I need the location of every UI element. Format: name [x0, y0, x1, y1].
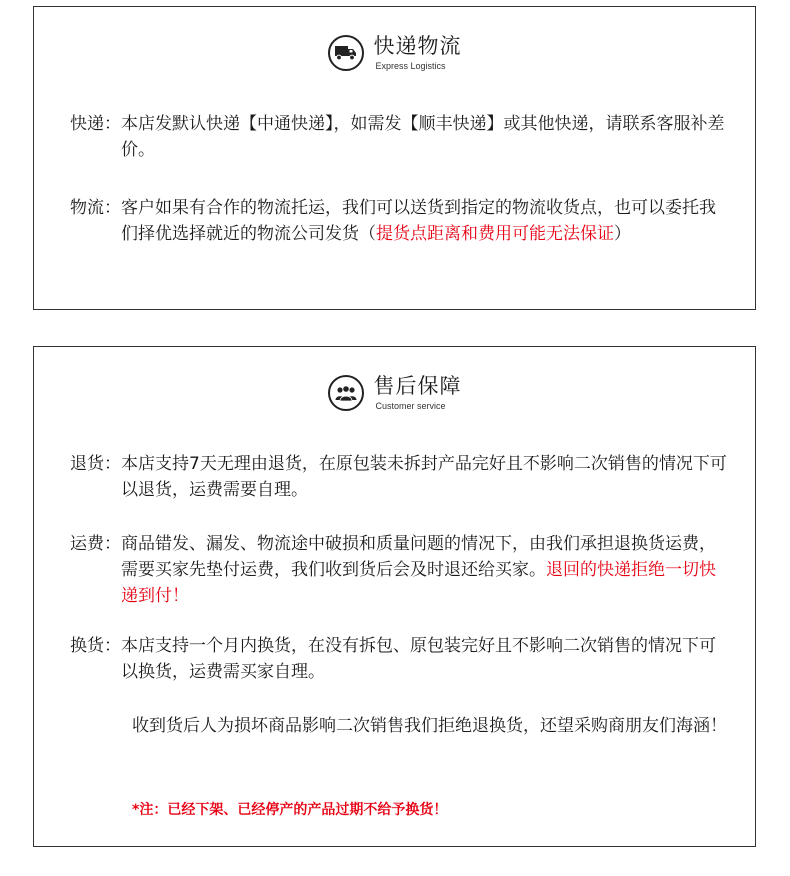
logistics-text: 客户如果有合作的物流托运，我们可以送货到指定的物流收货点，也可以委托我们择优选择就近的物流公司发货（ [121, 198, 716, 244]
returns-entry [70, 451, 730, 503]
express-entry [70, 111, 730, 163]
damage-entry [132, 713, 730, 739]
freight-entry [70, 531, 730, 609]
logistics-highlight: 提货点距离和费用可能无法保证 [376, 224, 614, 244]
exchange-text: 本店支持一个月内换货，在没有拆包、原包装完好且不影响二次销售的情况下可以换货，运费需买家自理。 [121, 636, 716, 682]
aftersales-title: 售后保障 [373, 373, 462, 398]
logistics-tail: ） [614, 224, 631, 244]
express-text: 本店发默认快递【中通快递】，如需发【顺丰快递】或其他快递，请联系客服补差价。 [121, 114, 725, 160]
returns-text: 本店支持7天无理由退货，在原包装未拆封产品完好且不影响二次销售的情况下可以退货，运费需要自理。 [121, 454, 727, 500]
shipping-header [34, 35, 755, 71]
shipping-subtitle: Express Logistics [375, 60, 446, 71]
damage-text: 收到货后人为损坏商品影响二次销售我们拒绝退换货，还望采购商朋友们海涵！ [132, 716, 727, 736]
shipping-title: 快递物流 [373, 33, 462, 58]
truck-icon [328, 35, 364, 71]
aftersales-subtitle: Customer service [375, 400, 446, 411]
freight-body [121, 531, 730, 609]
returns-label: 退货： [70, 454, 121, 474]
freight-label: 运费： [70, 534, 121, 554]
shipping-panel [33, 6, 756, 310]
aftersales-header [34, 375, 755, 411]
people-icon [328, 375, 364, 411]
logistics-body [121, 195, 730, 247]
freight-highlight: 退回的快递拒绝一切快递到付！ [121, 560, 716, 606]
express-label: 快递： [70, 114, 121, 134]
exchange-note: *注：已经下架、已经停产的产品过期不给予换货！ [132, 802, 448, 818]
exchange-label: 换货： [70, 636, 121, 656]
logistics-entry [70, 195, 730, 247]
exchange-entry [70, 633, 730, 685]
aftersales-panel [33, 346, 756, 847]
freight-text: 商品错发、漏发、物流途中破损和质量问题的情况下，由我们承担退换货运费，需要买家先垫付运费，我们收到货后会及时退还给买家。 [121, 534, 716, 580]
logistics-label: 物流： [70, 198, 121, 218]
